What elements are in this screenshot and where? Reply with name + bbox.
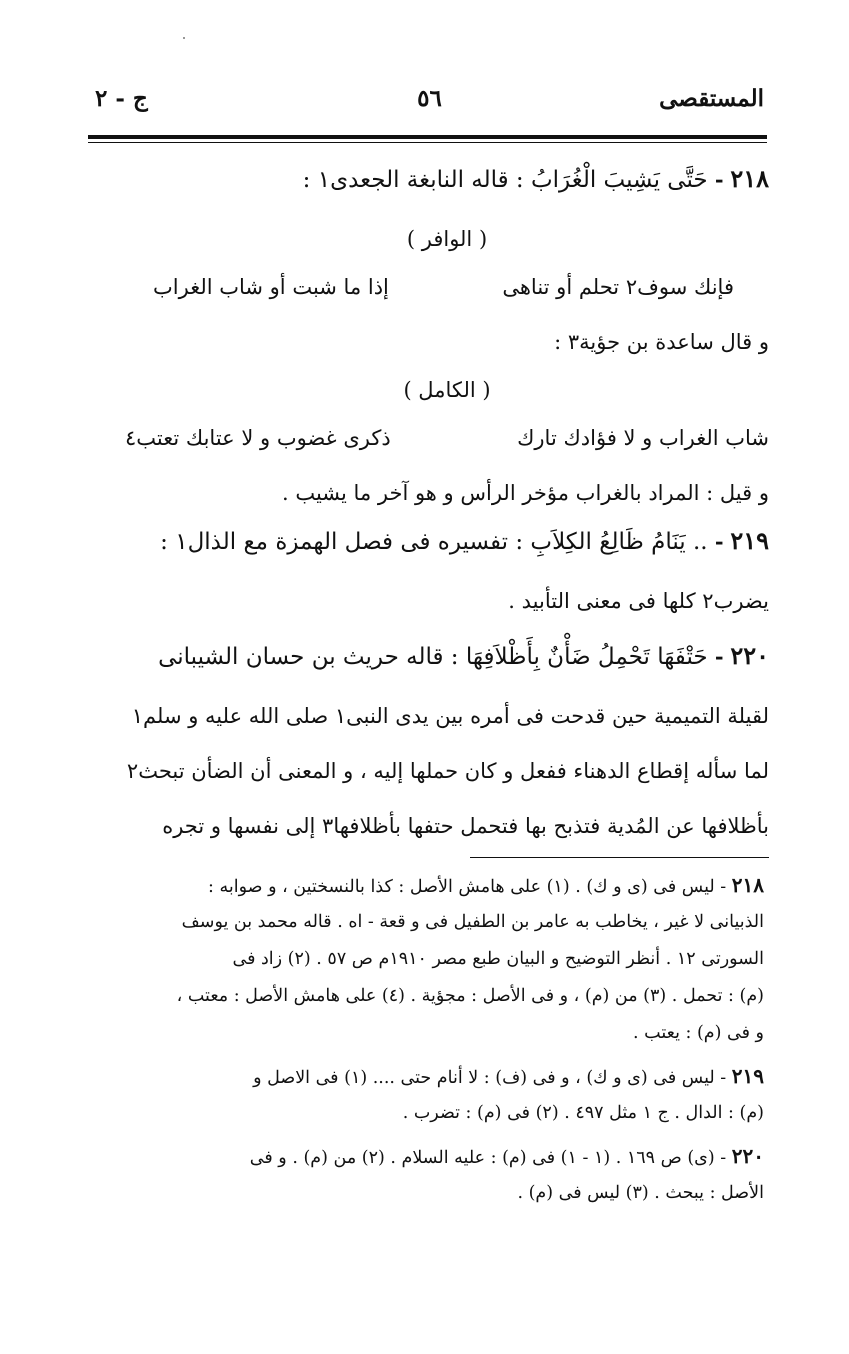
page-number: ٥٦ <box>417 85 442 112</box>
footnote-text: - ليس فى (ى و ك) ، و فى (ف) : لا أنام حتى .... (١) فى الاصل و <box>253 1068 727 1088</box>
entry-text: و قيل : المراد بالغراب مؤخر الرأس و هو آخر ما يشيب . <box>282 481 769 505</box>
entry-text: يضرب٢ كلها فى معنى التأبيد . <box>508 589 769 613</box>
scan-speck <box>183 37 185 39</box>
header-rule <box>88 135 767 139</box>
footnote-text: الذبيانى لا غير ، يخاطب به عامر بن الطفيل فى و قعة - اه . قاله محمد بن يوسف <box>181 912 764 932</box>
footnote-text: - ليس فى (ى و ك) . (١) على هامش الأصل : كذا بالنسختين ، و صوابه : <box>208 877 727 897</box>
footnotes <box>125 868 764 1213</box>
footnote-text: (م) : الدال . ج ١ مثل ٤٩٧ . (٢) فى (م) : تضرب . <box>402 1103 764 1123</box>
footnote-218-line <box>125 868 764 905</box>
entry-text: و قال ساعدة بن جؤية٣ : <box>554 330 769 354</box>
entry-219-line-1: ٢١٩ - .. يَنَامُ ظَالِعُ الكِلاَبِ : تفسيره فى فصل الهمزة مع الذال١ : <box>160 526 769 555</box>
footnote-text: السورتى ١٢ . أنظر التوضيح و البيان طبع مصر ١٩١٠م ص ٥٧ . (٢) زاد فى <box>232 949 764 969</box>
verse-second-hemistich: إذا ما شبت أو شاب الغراب <box>153 275 389 299</box>
entry-number: ٢١٨ <box>730 164 769 193</box>
meter-label: ( الكامل ) <box>403 378 491 402</box>
entry-218-line-1: ٢١٨ - حَتَّى يَشِيبَ الْغُرَابُ : قاله النابغة الجعدى١ : <box>302 164 769 193</box>
footnote-number: ٢٢٠ <box>731 1144 764 1168</box>
footnote-number: ٢١٩ <box>731 1064 764 1088</box>
entry-number: ٢١٩ <box>730 526 769 555</box>
entry-text: بأظلافها عن المُدية فتذبح بها فتحمل حتفها بأظلافها٣ إلى نفسها و تجره <box>162 814 769 838</box>
footnote-220-line <box>125 1139 764 1176</box>
verse-second-hemistich: ذكرى غضوب و لا عتابك تعتب٤ <box>125 426 391 450</box>
entry-number: ٢٢٠ <box>730 641 769 670</box>
book-title: المستقصى <box>659 85 764 112</box>
header-rule-thin <box>88 142 767 143</box>
entry-text: حَتْفَهَا تَحْمِلُ ضَأْنٌ بِأَظْلاَفِهَا : قاله حريث بن حسان الشيبانى <box>158 644 708 670</box>
verse-line <box>125 263 769 318</box>
main-text <box>125 155 769 857</box>
footnote-number: ٢١٨ <box>731 873 764 897</box>
entry-text: .. يَنَامُ ظَالِعُ الكِلاَبِ : تفسيره فى فصل الهمزة مع الذال١ : <box>160 529 708 555</box>
page-header <box>95 85 764 121</box>
footnote-text: و فى (م) : يعتب . <box>633 1023 764 1043</box>
verse-first-hemistich: شاب الغراب و لا فؤادك تارك <box>517 426 769 450</box>
footnote-text: (م) : تحمل . (٣) من (م) ، و فى الأصل : مجؤية . (٤) على هامش الأصل : معتب ، <box>176 986 764 1006</box>
footnote-text: - (ى) ص ١٦٩ . (١ - ١) فى (م) : عليه السلام . (٢) من (م) . و فى <box>249 1148 727 1168</box>
entry-220-line-1: ٢٢٠ - حَتْفَهَا تَحْمِلُ ضَأْنٌ بِأَظْلاَفِهَا : قاله حريث بن حسان الشيبانى <box>158 641 769 670</box>
footnote-text: الأصل : يبحث . (٣) ليس فى (م) . <box>517 1183 764 1203</box>
footnote-rule <box>470 857 769 858</box>
entry-text: لقيلة التميمية حين قدحت فى أمره بين يدى النبى١ صلى الله عليه و سلم١ <box>131 704 769 728</box>
entry-text: حَتَّى يَشِيبَ الْغُرَابُ : قاله النابغة الجعدى١ : <box>302 167 708 193</box>
volume-label: ج - ٢ <box>95 85 148 112</box>
entry-text: لما سأله إقطاع الدهناء ففعل و كان حملها إليه ، و المعنى أن الضأن تبحث٢ <box>126 759 769 783</box>
meter-label: ( الوافر ) <box>406 227 488 251</box>
footnote-219-line <box>125 1059 764 1096</box>
verse-first-hemistich: فإنك سوف٢ تحلم أو تناهى <box>502 275 734 299</box>
verse-line <box>125 414 769 469</box>
